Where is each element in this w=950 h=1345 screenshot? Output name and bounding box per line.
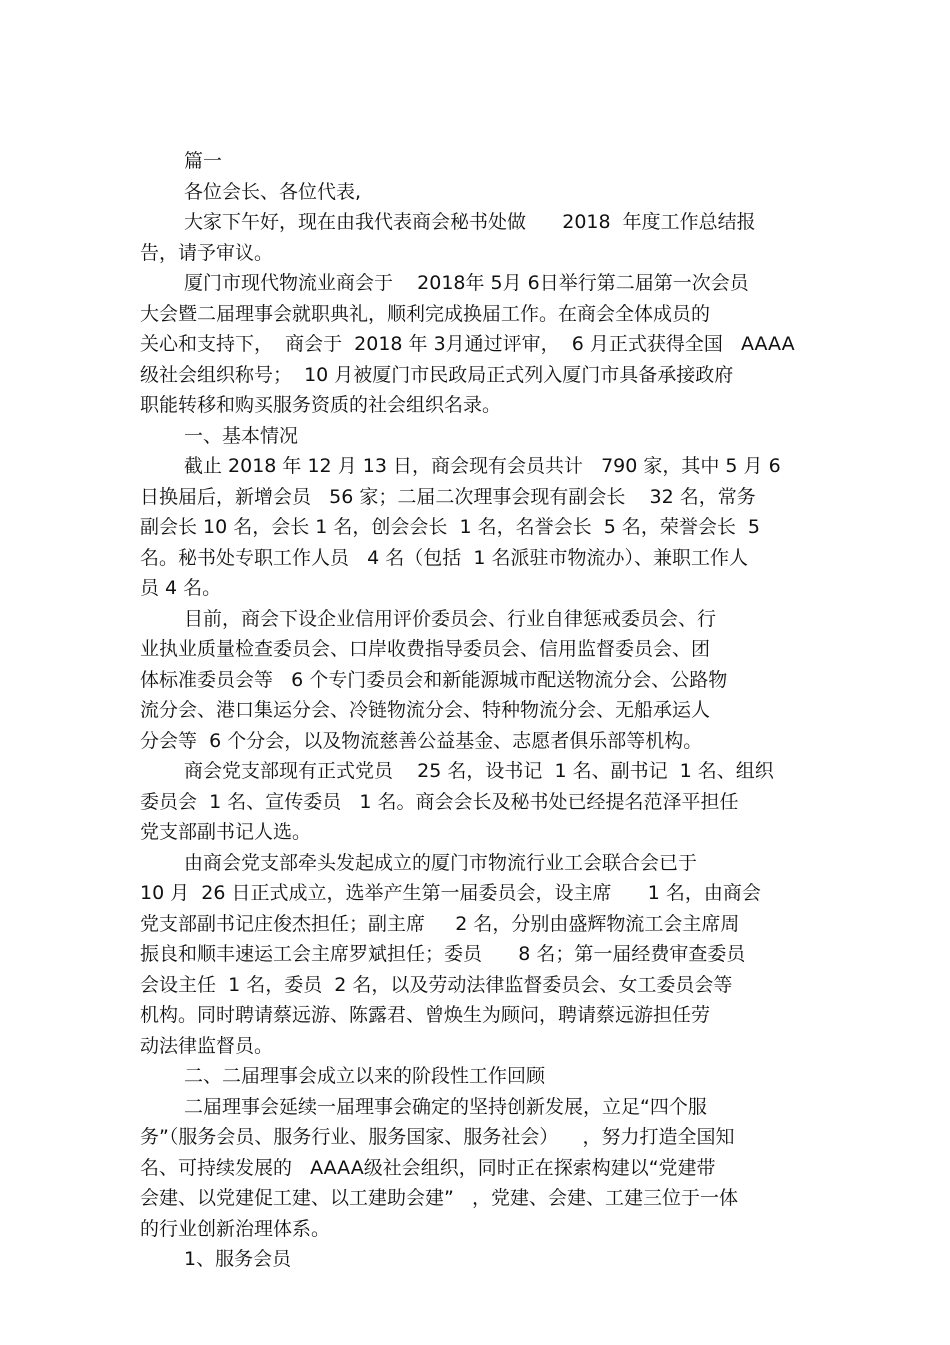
subsection-heading: 1、服务会员 [184,1248,292,1270]
text-line: 商会党支部现有正式党员 25 名，设书记 1 名、副书记 1 名、组织 [184,760,774,782]
text-line: 日换届后，新增会员 56 家；二届二次理事会现有副会长 32 名，常务 [140,485,756,508]
text-line: 振良和顺丰速运工会主席罗斌担任；委员 8 名；第一届经费审查委员 [140,943,746,965]
text-line: 会建、以党建促工建、以工建助会建” ，党建、会建、工建三位于一体 [140,1187,738,1209]
text-line: 职能转移和购买服务资质的社会组织名录。 [140,394,502,416]
text-line: 党支部副书记人选。 [140,821,312,843]
text-line: 名。秘书处专职工作人员 4 名（包括 1 名派驻市物流办）、兼职工作人 [140,546,748,569]
text-line: 流分会、港口集运分会、冷链物流分会、特种物流分会、无船承运人 [140,699,711,721]
text-line: 大家下午好，现在由我代表商会秘书处做 2018 年度工作总结报 [184,211,756,233]
text-line: 体标准委员会等 6 个专门委员会和新能源城市配送物流分会、公路物 [140,668,728,691]
text-line: 10 月 26 日正式成立，选举产生第一届委员会，设主席 1 名，由商会 [140,882,761,904]
section-heading: 一、基本情况 [184,424,299,447]
text-line: 员 4 名。 [140,577,222,599]
text-line: 二届理事会延续一届理事会确定的坚持创新发展，立足“四个服 [184,1095,707,1118]
text-line: 党支部副书记庄俊杰担任；副主席 2 名，分别由盛辉物流工会主席周 [140,912,740,935]
text-line: 会设主任 1 名，委员 2 名，以及劳动法律监督委员会、女工委员会等 [140,973,733,996]
text-line: 名、可持续发展的 AAAA级社会组织，同时正在探索构建以“党建带 [140,1156,716,1179]
text-line: 机构。同时聘请蔡远游、陈露君、曾焕生为顾问，聘请蔡远游担任劳 [140,1004,711,1026]
text-line: 的行业创新治理体系。 [140,1217,331,1240]
text-line: 告，请予审议。 [140,241,274,264]
text-line: 由商会党支部牵头发起成立的厦门市物流行业工会联合会已于 [184,851,698,874]
text-line: 业执业质量检查委员会、口岸收费指导委员会、信用监督委员会、团 [140,638,711,660]
text-line: 委员会 1 名、宣传委员 1 名。商会会长及秘书处已经提名范泽平担任 [140,790,739,813]
text-line: 截止 2018 年 12 月 13 日，商会现有会员共计 790 家，其中 5 月 6 [184,455,781,477]
document-body [140,146,830,1275]
text-line: 级社会组织称号； 10 月被厦门市民政局正式列入厦门市具备承接政府 [140,363,734,386]
section-heading: 篇一 [184,150,223,172]
salutation: 各位会长、各位代表, [184,180,362,203]
text-line: 厦门市现代物流业商会于 2018年 5月 6日举行第二届第一次会员 [184,272,749,294]
text-line: 大会暨二届理事会就职典礼，顺利完成换届工作。在商会全体成员的 [140,302,711,325]
text-line: 副会长 10 名，会长 1 名，创会会长 1 名，名誉会长 5 名，荣誉会长 5 [140,516,761,538]
text-line: 目前，商会下设企业信用评价委员会、行业自律惩戒委员会、行 [184,607,717,630]
text-line: 分会等 6 个分会，以及物流慈善公益基金、志愿者俱乐部等机构。 [140,729,703,752]
text-line: 动法律监督员。 [140,1034,274,1057]
section-heading: 二、二届理事会成立以来的阶段性工作回顾 [184,1065,546,1087]
text-line: 关心和支持下， 商会于 2018 年 3月通过评审， 6 月正式获得全国 AAAA [140,333,795,355]
text-line: 务”（服务会员、服务行业、服务国家、服务社会） ，努力打造全国知 [140,1126,735,1148]
